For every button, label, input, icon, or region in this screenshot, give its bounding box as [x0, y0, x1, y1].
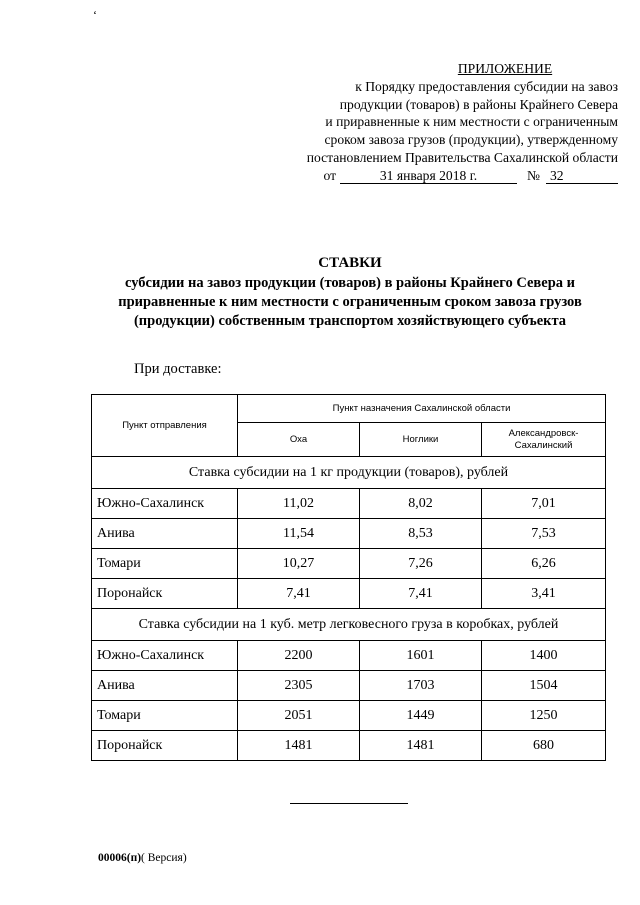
table-row	[92, 549, 606, 579]
rate-cell: 10,27	[238, 549, 360, 579]
appendix-line: постановлением Правительства Сахалинской области	[306, 149, 618, 165]
title-line: субсидии на завоз продукции (товаров) в районы Крайнего Севера и	[125, 275, 575, 291]
appendix-line: продукции (товаров) в районы Крайнего Севера	[339, 96, 618, 112]
rate-cell: 6,26	[482, 549, 606, 579]
title-line: (продукции) собственным транспортом хозяйствующего субъекта	[133, 313, 567, 329]
lead-text: При доставке:	[134, 361, 222, 377]
footer	[98, 852, 187, 864]
section-title: Ставка субсидии на 1 куб. метр легковесного груза в коробках, рублей	[92, 609, 606, 641]
rate-cell: 680	[482, 731, 606, 761]
appendix-date-line	[262, 167, 618, 185]
rates-table	[91, 394, 606, 761]
table-row	[92, 671, 606, 701]
rate-cell: 3,41	[482, 579, 606, 609]
table-row	[92, 579, 606, 609]
appendix-block	[262, 60, 618, 185]
table-row	[92, 519, 606, 549]
rate-cell: 11,54	[238, 519, 360, 549]
origin-cell: Анива	[92, 519, 238, 549]
document-version: ( Версия)	[141, 852, 187, 864]
rate-cell: 7,41	[238, 579, 360, 609]
rate-cell: 2051	[238, 701, 360, 731]
section-title: Ставка субсидии на 1 кг продукции (товаров), рублей	[92, 457, 606, 489]
origin-cell: Южно-Сахалинск	[92, 641, 238, 671]
origin-cell: Томари	[92, 549, 238, 579]
document-code: 00006(п)	[98, 852, 142, 864]
rate-cell: 1481	[238, 731, 360, 761]
document-title	[60, 254, 640, 331]
table-row	[92, 731, 606, 761]
title-line: приравненные к ним местности с ограниченным сроком завоза грузов	[118, 294, 582, 310]
separator-rule	[290, 803, 408, 804]
table-row	[92, 701, 606, 731]
appendix-line: и приравненные к ним местности с ограниченным	[325, 114, 618, 130]
appendix-heading: ПРИЛОЖЕНИЕ	[457, 61, 553, 76]
section-row	[92, 609, 606, 641]
rate-cell: 1481	[360, 731, 482, 761]
header-destination-group: Пункт назначения Сахалинской области	[238, 395, 606, 423]
header-destination: Александровск-Сахалинский	[482, 423, 606, 457]
rate-cell: 1400	[482, 641, 606, 671]
title-main: СТАВКИ	[318, 255, 382, 271]
rate-cell: 1703	[360, 671, 482, 701]
rate-cell: 7,26	[360, 549, 482, 579]
header-destination: Ноглики	[360, 423, 482, 457]
rate-cell: 1250	[482, 701, 606, 731]
rate-cell: 7,01	[482, 489, 606, 519]
appendix-line: сроком завоза грузов (продукции), утвержденному	[324, 132, 618, 148]
rate-cell: 2200	[238, 641, 360, 671]
table-row	[92, 489, 606, 519]
date-prefix: от	[323, 167, 337, 183]
header-origin: Пункт отправления	[92, 395, 238, 457]
origin-cell: Поронайск	[92, 731, 238, 761]
table-header-row	[92, 395, 606, 423]
origin-cell: Анива	[92, 671, 238, 701]
rate-cell: 8,53	[360, 519, 482, 549]
corner-mark: ‘	[93, 8, 97, 22]
number-sign: №	[527, 167, 540, 183]
rate-cell: 7,53	[482, 519, 606, 549]
origin-cell: Южно-Сахалинск	[92, 489, 238, 519]
rate-cell: 1504	[482, 671, 606, 701]
rate-cell: 1449	[360, 701, 482, 731]
origin-cell: Томари	[92, 701, 238, 731]
appendix-line: к Порядку предоставления субсидии на завоз	[355, 78, 618, 94]
rate-cell: 1601	[360, 641, 482, 671]
header-destination: Оха	[238, 423, 360, 457]
rate-cell: 7,41	[360, 579, 482, 609]
resolution-number: 32	[546, 168, 618, 184]
rate-cell: 8,02	[360, 489, 482, 519]
table-row	[92, 641, 606, 671]
origin-cell: Поронайск	[92, 579, 238, 609]
rate-cell: 11,02	[238, 489, 360, 519]
rate-cell: 2305	[238, 671, 360, 701]
section-row	[92, 457, 606, 489]
resolution-date: 31 января 2018 г.	[340, 168, 517, 184]
